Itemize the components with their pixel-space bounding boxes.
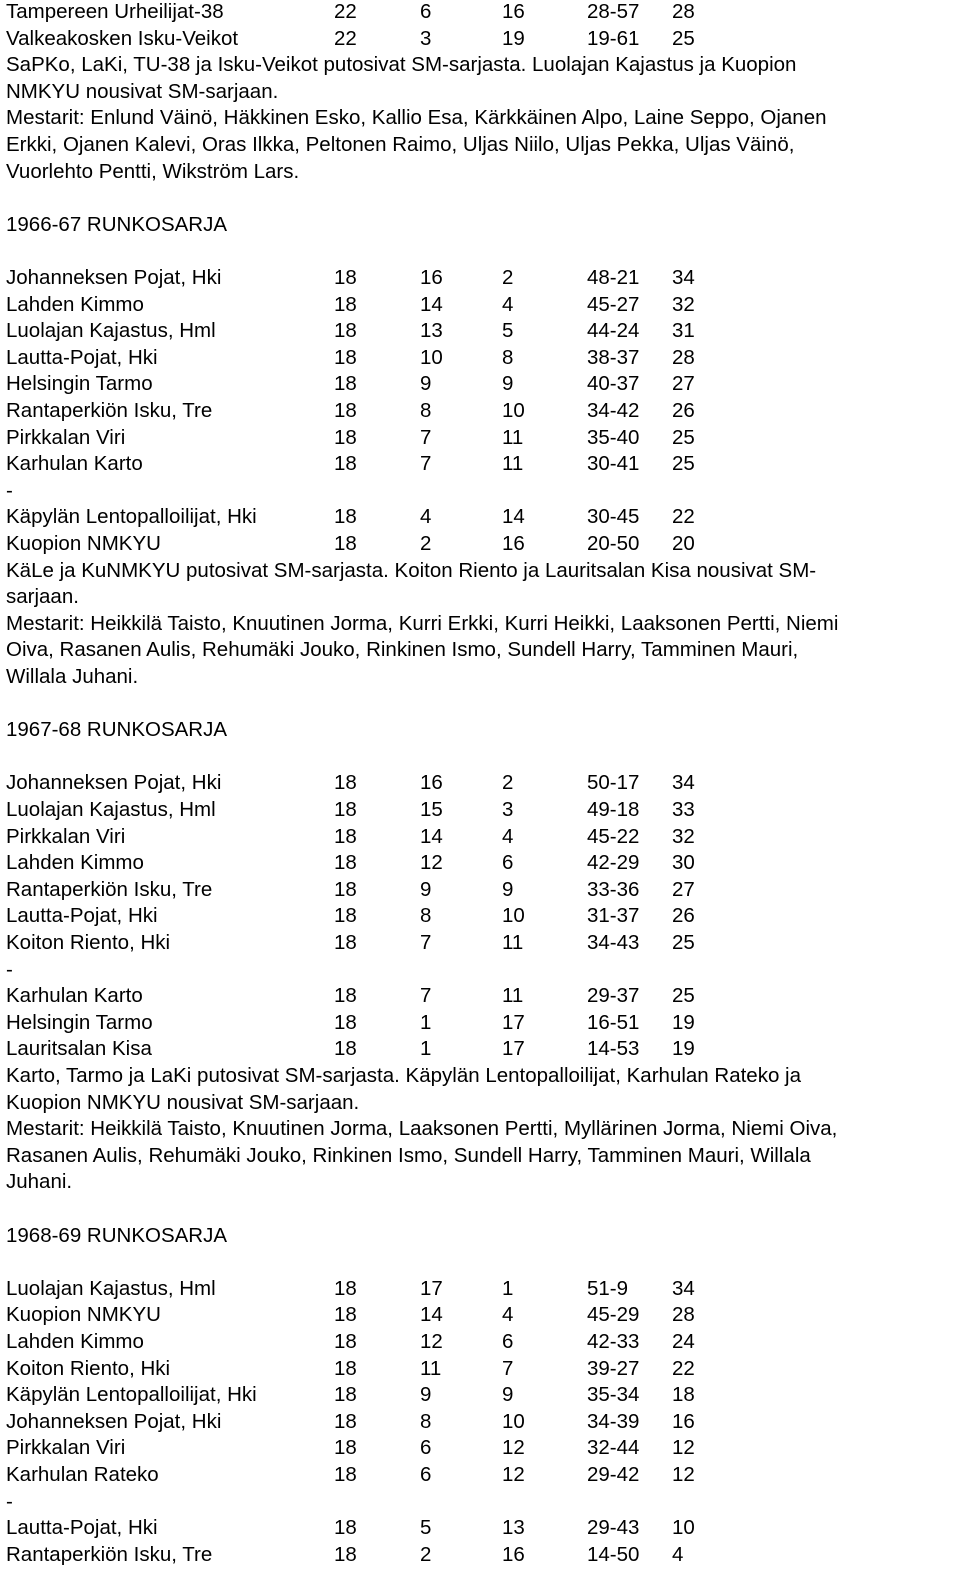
- cell-p: 22: [334, 27, 357, 50]
- cell-team: Karhulan Karto: [6, 984, 143, 1007]
- cell-team: Luolajan Kajastus, Hml: [6, 1277, 216, 1300]
- cell-pts: 25: [672, 27, 695, 50]
- cell-pts: 34: [672, 1277, 695, 1300]
- champions-text: Willala Juhani.: [6, 665, 139, 688]
- cell-l: 4: [502, 293, 514, 316]
- relegation-separator: -: [6, 958, 13, 981]
- season-note: NMKYU nousivat SM-sarjaan.: [6, 80, 279, 103]
- cell-team: Luolajan Kajastus, Hml: [6, 319, 216, 342]
- cell-team: Koiton Riento, Hki: [6, 931, 171, 954]
- standings-row: [6, 452, 946, 476]
- champions-text: Mestarit: Enlund Väinö, Häkkinen Esko, Kallio Esa, Kärkkäinen Alpo, Laine Seppo, Ojanen: [6, 106, 827, 129]
- cell-pts: 20: [672, 532, 695, 555]
- cell-team: Tampereen Urheilijat-38: [6, 0, 224, 23]
- cell-team: Lautta-Pojat, Hki: [6, 904, 158, 927]
- standings-row: [6, 532, 946, 556]
- cell-w: 12: [420, 1330, 443, 1353]
- standings-row: [6, 1037, 946, 1061]
- cell-sets: 14-50: [587, 1543, 640, 1566]
- standings-row: [6, 1357, 946, 1381]
- champions-text: Juhani.: [6, 1170, 73, 1193]
- cell-sets: 32-44: [587, 1436, 640, 1459]
- standings-row: [6, 904, 946, 928]
- cell-sets: 33-36: [587, 878, 640, 901]
- cell-p: 18: [334, 1410, 357, 1433]
- standings-row: [6, 798, 946, 822]
- standings-row: [6, 931, 946, 955]
- standings-row: [6, 1303, 946, 1327]
- cell-sets: 14-53: [587, 1037, 640, 1060]
- cell-sets: 28-57: [587, 0, 640, 23]
- cell-l: 12: [502, 1436, 525, 1459]
- cell-l: 14: [502, 505, 525, 528]
- cell-pts: 19: [672, 1037, 695, 1060]
- cell-w: 7: [420, 984, 432, 1007]
- standings-row: [6, 293, 946, 317]
- cell-pts: 32: [672, 293, 695, 316]
- cell-pts: 25: [672, 426, 695, 449]
- cell-l: 2: [502, 266, 514, 289]
- cell-l: 16: [502, 532, 525, 555]
- cell-pts: 25: [672, 984, 695, 1007]
- cell-p: 18: [334, 426, 357, 449]
- cell-sets: 34-39: [587, 1410, 640, 1433]
- cell-sets: 29-37: [587, 984, 640, 1007]
- cell-sets: 34-43: [587, 931, 640, 954]
- cell-p: 18: [334, 825, 357, 848]
- cell-team: Lautta-Pojat, Hki: [6, 346, 158, 369]
- cell-l: 4: [502, 825, 514, 848]
- cell-l: 9: [502, 878, 514, 901]
- cell-team: Lauritsalan Kisa: [6, 1037, 152, 1060]
- standings-row: [6, 27, 946, 51]
- standings-row: [6, 319, 946, 343]
- cell-team: Kuopion NMKYU: [6, 532, 161, 555]
- cell-p: 18: [334, 878, 357, 901]
- cell-w: 7: [420, 931, 432, 954]
- cell-l: 7: [502, 1357, 514, 1380]
- cell-p: 22: [334, 0, 357, 23]
- cell-p: 18: [334, 851, 357, 874]
- cell-sets: 48-21: [587, 266, 640, 289]
- cell-p: 18: [334, 505, 357, 528]
- cell-l: 16: [502, 0, 525, 23]
- cell-w: 8: [420, 904, 432, 927]
- cell-team: Lautta-Pojat, Hki: [6, 1516, 158, 1539]
- cell-w: 12: [420, 851, 443, 874]
- cell-l: 9: [502, 372, 514, 395]
- cell-p: 18: [334, 1357, 357, 1380]
- champions-text: Vuorlehto Pentti, Wikström Lars.: [6, 160, 300, 183]
- cell-l: 11: [502, 984, 524, 1007]
- cell-l: 16: [502, 1543, 525, 1566]
- cell-sets: 35-34: [587, 1383, 640, 1406]
- cell-pts: 31: [672, 319, 695, 342]
- cell-w: 4: [420, 505, 432, 528]
- cell-l: 2: [502, 771, 514, 794]
- cell-pts: 24: [672, 1330, 695, 1353]
- cell-p: 18: [334, 532, 357, 555]
- cell-team: Käpylän Lentopalloilijat, Hki: [6, 505, 257, 528]
- cell-team: Koiton Riento, Hki: [6, 1357, 171, 1380]
- cell-pts: 34: [672, 771, 695, 794]
- cell-pts: 32: [672, 825, 695, 848]
- cell-pts: 26: [672, 904, 695, 927]
- cell-sets: 42-33: [587, 1330, 640, 1353]
- cell-sets: 31-37: [587, 904, 640, 927]
- cell-l: 12: [502, 1463, 525, 1486]
- cell-team: Helsingin Tarmo: [6, 372, 153, 395]
- section-title: 1966-67 RUNKOSARJA: [6, 213, 228, 236]
- cell-w: 11: [420, 1357, 442, 1380]
- cell-pts: 28: [672, 1303, 695, 1326]
- cell-pts: 25: [672, 931, 695, 954]
- cell-sets: 49-18: [587, 798, 640, 821]
- standings-row: [6, 426, 946, 450]
- cell-team: Rantaperkiön Isku, Tre: [6, 399, 213, 422]
- champions-text: Oiva, Rasanen Aulis, Rehumäki Jouko, Rinkinen Ismo, Sundell Harry, Tamminen Mauri,: [6, 638, 799, 661]
- cell-w: 7: [420, 452, 432, 475]
- cell-p: 18: [334, 346, 357, 369]
- cell-w: 16: [420, 771, 443, 794]
- cell-team: Käpylän Lentopalloilijat, Hki: [6, 1383, 257, 1406]
- standings-row: [6, 851, 946, 875]
- standings-row: [6, 346, 946, 370]
- cell-sets: 45-27: [587, 293, 640, 316]
- season-note: KäLe ja KuNMKYU putosivat SM-sarjasta. Koiton Riento ja Lauritsalan Kisa nousivat SM-: [6, 559, 817, 582]
- champions-text: Mestarit: Heikkilä Taisto, Knuutinen Jorma, Kurri Erkki, Kurri Heikki, Laaksonen Pertti, Niemi: [6, 612, 839, 635]
- cell-team: Kuopion NMKYU: [6, 1303, 161, 1326]
- standings-row: [6, 1410, 946, 1434]
- cell-sets: 44-24: [587, 319, 640, 342]
- season-note: SaPKo, LaKi, TU-38 ja Isku-Veikot putosivat SM-sarjasta. Luolajan Kajastus ja Kuopion: [6, 53, 797, 76]
- section-title: 1968-69 RUNKOSARJA: [6, 1224, 228, 1247]
- cell-l: 11: [502, 426, 524, 449]
- standings-row: [6, 878, 946, 902]
- standings-row: [6, 771, 946, 795]
- cell-l: 17: [502, 1037, 525, 1060]
- cell-l: 10: [502, 1410, 525, 1433]
- cell-p: 18: [334, 1516, 357, 1539]
- cell-p: 18: [334, 293, 357, 316]
- cell-w: 1: [420, 1037, 432, 1060]
- cell-l: 1: [502, 1277, 514, 1300]
- standings-row: [6, 1463, 946, 1487]
- cell-p: 18: [334, 399, 357, 422]
- cell-pts: 26: [672, 399, 695, 422]
- cell-p: 18: [334, 372, 357, 395]
- cell-l: 6: [502, 851, 514, 874]
- standings-row: [6, 1543, 946, 1567]
- cell-sets: 20-50: [587, 532, 640, 555]
- standings-row: [6, 1330, 946, 1354]
- cell-team: Rantaperkiön Isku, Tre: [6, 878, 213, 901]
- cell-sets: 42-29: [587, 851, 640, 874]
- standings-row: [6, 825, 946, 849]
- standings-row: [6, 984, 946, 1008]
- cell-w: 9: [420, 1383, 432, 1406]
- cell-w: 6: [420, 1463, 432, 1486]
- cell-p: 18: [334, 1543, 357, 1566]
- cell-w: 6: [420, 0, 432, 23]
- cell-pts: 16: [672, 1410, 695, 1433]
- cell-sets: 30-41: [587, 452, 640, 475]
- cell-team: Lahden Kimmo: [6, 293, 144, 316]
- cell-sets: 40-37: [587, 372, 640, 395]
- cell-l: 11: [502, 931, 524, 954]
- cell-w: 16: [420, 266, 443, 289]
- standings-row: [6, 1383, 946, 1407]
- cell-w: 5: [420, 1516, 432, 1539]
- standings-row: [6, 1436, 946, 1460]
- cell-sets: 30-45: [587, 505, 640, 528]
- cell-l: 10: [502, 904, 525, 927]
- cell-team: Helsingin Tarmo: [6, 1011, 153, 1034]
- cell-w: 2: [420, 1543, 432, 1566]
- cell-sets: 38-37: [587, 346, 640, 369]
- cell-pts: 22: [672, 505, 695, 528]
- relegation-separator: -: [6, 479, 13, 502]
- cell-p: 18: [334, 1037, 357, 1060]
- relegation-separator: -: [6, 1490, 13, 1513]
- cell-team: Lahden Kimmo: [6, 1330, 144, 1353]
- cell-pts: 28: [672, 346, 695, 369]
- cell-w: 6: [420, 1436, 432, 1459]
- cell-sets: 35-40: [587, 426, 640, 449]
- cell-w: 9: [420, 372, 432, 395]
- cell-team: Johanneksen Pojat, Hki: [6, 266, 222, 289]
- cell-p: 18: [334, 1011, 357, 1034]
- cell-team: Karhulan Rateko: [6, 1463, 159, 1486]
- cell-sets: 45-29: [587, 1303, 640, 1326]
- cell-p: 18: [334, 1463, 357, 1486]
- standings-row: [6, 266, 946, 290]
- cell-sets: 39-27: [587, 1357, 640, 1380]
- cell-team: Valkeakosken Isku-Veikot: [6, 27, 239, 50]
- cell-p: 18: [334, 984, 357, 1007]
- cell-l: 17: [502, 1011, 525, 1034]
- cell-l: 9: [502, 1383, 514, 1406]
- cell-sets: 29-42: [587, 1463, 640, 1486]
- champions-text: Erkki, Ojanen Kalevi, Oras Ilkka, Peltonen Raimo, Uljas Niilo, Uljas Pekka, Uljas Väinö,: [6, 133, 795, 156]
- cell-l: 19: [502, 27, 525, 50]
- section-title: 1967-68 RUNKOSARJA: [6, 718, 228, 741]
- cell-sets: 16-51: [587, 1011, 640, 1034]
- cell-w: 1: [420, 1011, 432, 1034]
- cell-p: 18: [334, 771, 357, 794]
- cell-l: 11: [502, 452, 524, 475]
- cell-pts: 34: [672, 266, 695, 289]
- cell-w: 3: [420, 27, 432, 50]
- cell-w: 8: [420, 1410, 432, 1433]
- standings-row: [6, 0, 946, 24]
- cell-w: 8: [420, 399, 432, 422]
- standings-row: [6, 399, 946, 423]
- cell-l: 6: [502, 1330, 514, 1353]
- cell-p: 18: [334, 1303, 357, 1326]
- standings-row: [6, 1516, 946, 1540]
- cell-pts: 19: [672, 1011, 695, 1034]
- cell-pts: 28: [672, 0, 695, 23]
- standings-row: [6, 505, 946, 529]
- season-note: sarjaan.: [6, 585, 79, 608]
- cell-p: 18: [334, 1277, 357, 1300]
- cell-w: 15: [420, 798, 443, 821]
- cell-p: 18: [334, 904, 357, 927]
- cell-sets: 19-61: [587, 27, 640, 50]
- cell-sets: 50-17: [587, 771, 640, 794]
- cell-p: 18: [334, 931, 357, 954]
- cell-pts: 30: [672, 851, 695, 874]
- cell-sets: 45-22: [587, 825, 640, 848]
- cell-pts: 12: [672, 1436, 695, 1459]
- champions-text: Mestarit: Heikkilä Taisto, Knuutinen Jorma, Laaksonen Pertti, Myllärinen Jorma, Niemi Oiva,: [6, 1117, 838, 1140]
- cell-l: 4: [502, 1303, 514, 1326]
- standings-row: [6, 372, 946, 396]
- cell-team: Johanneksen Pojat, Hki: [6, 1410, 222, 1433]
- cell-team: Johanneksen Pojat, Hki: [6, 771, 222, 794]
- cell-w: 14: [420, 1303, 443, 1326]
- cell-sets: 29-43: [587, 1516, 640, 1539]
- cell-w: 10: [420, 346, 443, 369]
- cell-w: 9: [420, 878, 432, 901]
- season-note: Kuopion NMKYU nousivat SM-sarjaan.: [6, 1091, 360, 1114]
- cell-l: 8: [502, 346, 514, 369]
- cell-team: Lahden Kimmo: [6, 851, 144, 874]
- cell-p: 18: [334, 266, 357, 289]
- standings-row: [6, 1277, 946, 1301]
- cell-w: 17: [420, 1277, 443, 1300]
- cell-team: Luolajan Kajastus, Hml: [6, 798, 216, 821]
- cell-pts: 18: [672, 1383, 695, 1406]
- cell-sets: 51-9: [587, 1277, 629, 1300]
- champions-text: Rasanen Aulis, Rehumäki Jouko, Rinkinen Ismo, Sundell Harry, Tamminen Mauri, Willala: [6, 1144, 811, 1167]
- cell-pts: 10: [672, 1516, 695, 1539]
- cell-pts: 27: [672, 372, 695, 395]
- cell-w: 7: [420, 426, 432, 449]
- cell-w: 14: [420, 825, 443, 848]
- cell-pts: 25: [672, 452, 695, 475]
- cell-team: Pirkkalan Viri: [6, 825, 126, 848]
- cell-p: 18: [334, 319, 357, 342]
- cell-p: 18: [334, 798, 357, 821]
- cell-sets: 34-42: [587, 399, 640, 422]
- cell-team: Karhulan Karto: [6, 452, 143, 475]
- cell-pts: 22: [672, 1357, 695, 1380]
- cell-p: 18: [334, 1436, 357, 1459]
- cell-p: 18: [334, 1383, 357, 1406]
- cell-p: 18: [334, 1330, 357, 1353]
- cell-team: Pirkkalan Viri: [6, 1436, 126, 1459]
- cell-l: 3: [502, 798, 514, 821]
- cell-l: 5: [502, 319, 514, 342]
- cell-w: 13: [420, 319, 443, 342]
- cell-pts: 27: [672, 878, 695, 901]
- cell-w: 14: [420, 293, 443, 316]
- cell-pts: 4: [672, 1543, 684, 1566]
- standings-row: [6, 1011, 946, 1035]
- cell-l: 13: [502, 1516, 525, 1539]
- cell-team: Rantaperkiön Isku, Tre: [6, 1543, 213, 1566]
- cell-pts: 12: [672, 1463, 695, 1486]
- season-note: Karto, Tarmo ja LaKi putosivat SM-sarjasta. Käpylän Lentopalloilijat, Karhulan Rateko ja: [6, 1064, 801, 1087]
- cell-l: 10: [502, 399, 525, 422]
- cell-p: 18: [334, 452, 357, 475]
- cell-pts: 33: [672, 798, 695, 821]
- cell-team: Pirkkalan Viri: [6, 426, 126, 449]
- cell-w: 2: [420, 532, 432, 555]
